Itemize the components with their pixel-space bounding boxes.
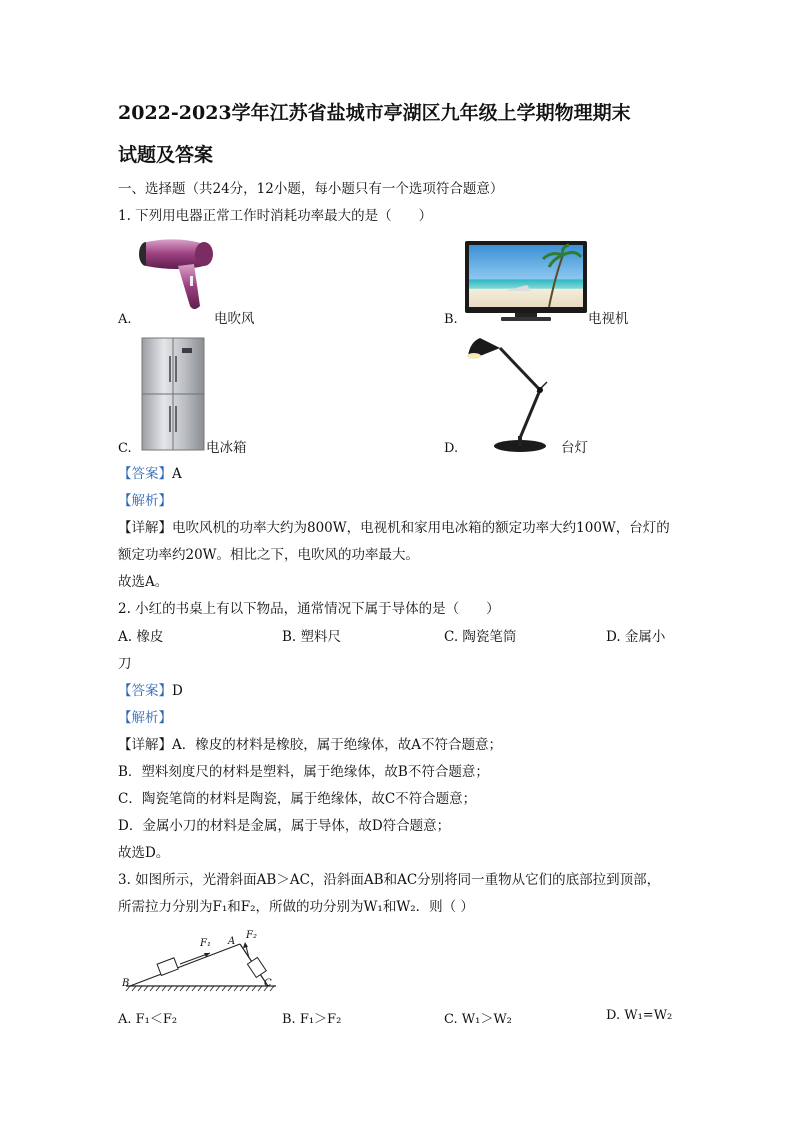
q2-answer-line <box>118 682 183 700</box>
q2-detail-line3: C．陶瓷笔筒的材料是陶瓷，属于绝缘体，故C不符合题意； <box>118 791 477 807</box>
analysis-tag: 【解析】 <box>118 493 172 509</box>
label-b: B <box>122 978 130 989</box>
page-title-line2: 试题及答案 <box>118 144 214 166</box>
q2-detail-text: A．橡皮的材料是橡胶，属于绝缘体，故A不符合题意； <box>172 737 502 753</box>
q1-detail-line1 <box>118 519 670 537</box>
q1-option-b-text: 电视机 <box>588 311 629 327</box>
q2-option-b: B. 塑料尺 <box>282 629 342 645</box>
answer-value: D <box>172 683 183 699</box>
q1-answer-line <box>118 465 182 483</box>
detail-tag: 【详解】 <box>118 520 172 536</box>
q1-option-b-letter: B. <box>444 312 458 327</box>
hair-dryer-image <box>138 232 216 312</box>
q1-option-a-text: 电吹风 <box>214 311 255 327</box>
q3-option-d: D. W₁=W₂ <box>606 1008 673 1023</box>
desk-lamp-image <box>462 332 562 456</box>
q3-stem-line1: 3. 如图所示，光滑斜面AB＞AC，沿斜面AB和AC分别将同一重物从它们的底部拉到顶部， <box>118 872 661 888</box>
label-f1: F₁ <box>200 938 211 949</box>
q2-detail-line2: B．塑料刻度尺的材料是塑料，属于绝缘体，故B不符合题意； <box>118 764 489 780</box>
answer-tag: 【答案】 <box>118 466 172 482</box>
q1-option-d-letter: D. <box>444 441 459 456</box>
q3-stem-line2: 所需拉力分别为F₁和F₂，所做的功分别为W₁和W₂．则（ ） <box>118 899 474 915</box>
q2-conclusion: 故选D。 <box>118 845 170 861</box>
answer-tag: 【答案】 <box>118 683 172 699</box>
q2-stem: 2. 小红的书桌上有以下物品，通常情况下属于导体的是（ ） <box>118 601 500 617</box>
q1-option-a-letter: A. <box>118 312 132 327</box>
q2-detail-line1 <box>118 736 502 754</box>
q1-detail-text: 电吹风机的功率大约为800W，电视机和家用电冰箱的额定功率大约100W，台灯的 <box>172 520 670 536</box>
q3-option-b: B. F₁＞F₂ <box>282 1012 342 1027</box>
q2-detail-line4: D．金属小刀的材料是金属，属于导体，故D符合题意； <box>118 818 451 834</box>
q1-stem: 1. 下列用电器正常工作时消耗功率最大的是（ ） <box>118 208 433 224</box>
q1-option-c-letter: C. <box>118 441 132 456</box>
q2-option-d: D. 金属小 <box>606 629 666 645</box>
q1-detail-line2: 额定功率约20W。相比之下，电吹风的功率最大。 <box>118 547 420 563</box>
q1-option-c-text: 电冰箱 <box>206 440 247 456</box>
q2-option-a: A. 橡皮 <box>118 629 164 645</box>
q1-conclusion: 故选A。 <box>118 574 169 590</box>
detail-tag: 【详解】 <box>118 737 172 753</box>
q2-option-c: C. 陶瓷笔筒 <box>444 629 517 645</box>
q3-option-a: A. F₁＜F₂ <box>118 1012 178 1027</box>
label-a: A <box>228 936 236 947</box>
answer-value: A <box>172 466 182 482</box>
q2-option-d-wrap: 刀 <box>118 656 132 672</box>
analysis-tag: 【解析】 <box>118 710 172 726</box>
section-heading: 一、选择题（共24分，12小题，每小题只有一个选项符合题意） <box>118 181 504 197</box>
television-image <box>465 241 587 323</box>
q3-option-c: C. W₁＞W₂ <box>444 1012 512 1027</box>
page-title-line1: 2022-2023学年江苏省盐城市亭湖区九年级上学期物理期末 <box>118 102 631 124</box>
incline-diagram <box>118 928 283 996</box>
label-f2: F₂ <box>246 930 257 941</box>
refrigerator-image <box>138 336 208 454</box>
label-c: C <box>264 978 272 989</box>
q1-option-d-text: 台灯 <box>561 440 588 456</box>
